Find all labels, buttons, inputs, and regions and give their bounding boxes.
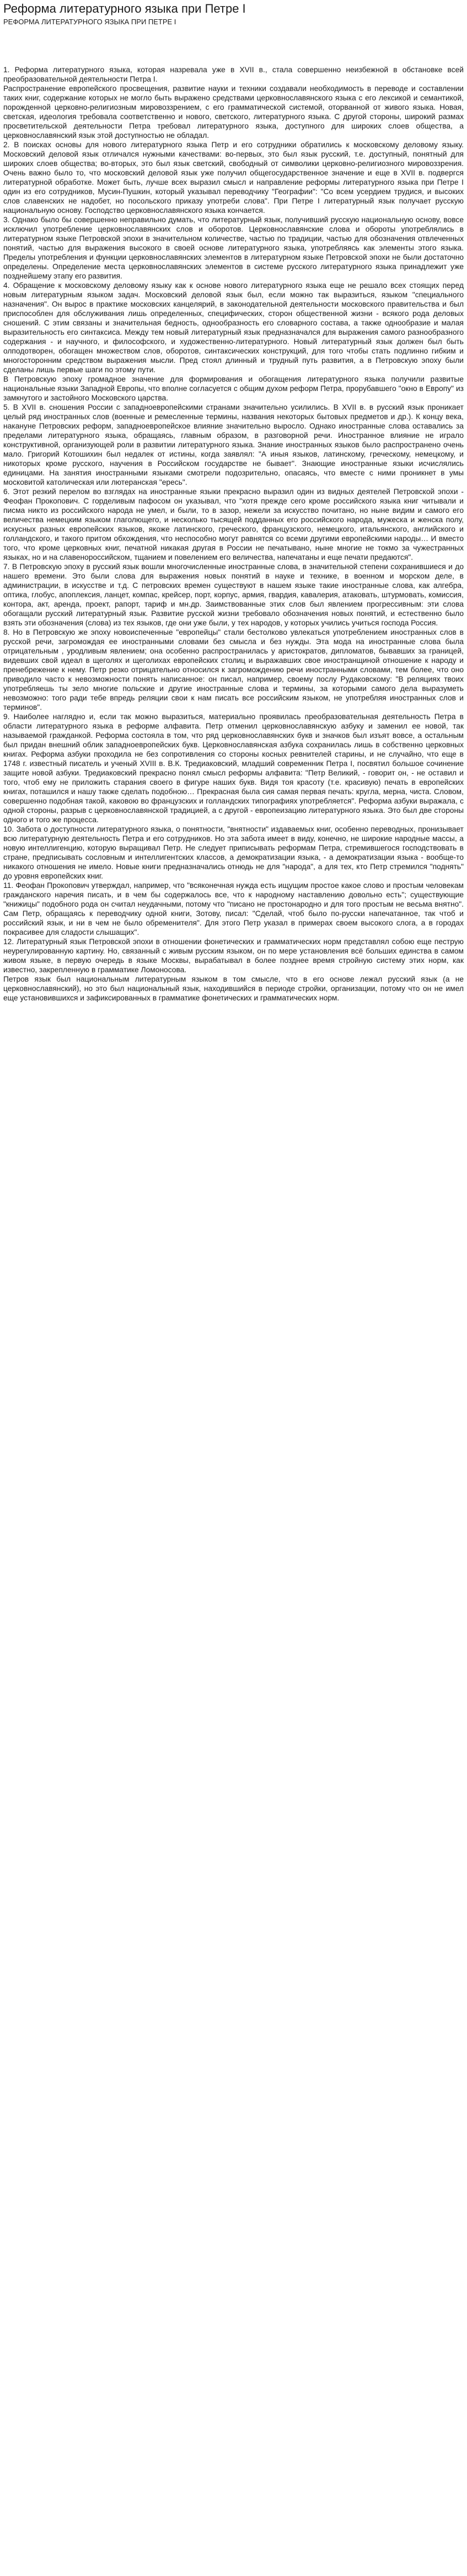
- paragraph: 4. Обращение к московскому деловому языку как к основе нового литературного языка еще не решало всех стоящих перед новым литературным языком задач. Московский деловой язык был, если можно так выразиться, языком "специального назначения". Он вырос в практике московских канцелярий, в законодательной деятельности московского правительства и был приспособлен для обслуживания лишь определенных, специфических, сторон общественной жизни - всякого рода деловых сношений. С этим связаны и значительная бедность, однообразность его словарного состава, а также однообразие и малая выразительность его синтаксиса. Между тем новый литературный язык предназначался для выражения самого разнообразного содержания - и научного, и философского, и художественно-литературного. Новый литературный язык должен был быть олподотворен, обогащен множеством слов, оборотов, синтаксических конструкций, для того чтобы стать подлинно гибким и многосторонним средством выражения мысли. Пред стоял длинный и трудный путь развития, а в Петровскую эпоху были сделаны лишь первые шаги по этому пути.: [3, 281, 464, 374]
- paragraph: 12. Литературный язык Петровской эпохи в отношении фонетических и грамматических норм представлял собою еще пеструю неурегулированную картину. Но, связанный с живым русским языком, он по мере установления всё больших единства в самом живом языке, в первую очередь в языке Москвы, вырабатывал в более позднее время стройную систему этих норм, как известно, закрепленную в грамматике Ломоносова.: [3, 938, 464, 974]
- paragraph: 3. Однако было бы совершенно неправильно думать, что литературный язык, получивший русскую национальную основу, вовсе исключил употребление церковнославянских слов и оборотов. Церковнославянские слова и обороты употреблялись в литературном языке Петровской эпохи в значительном количестве, частью по традиции, частью для обозначения отвлеченных понятий, частью для выражения высокого в своей основе литературного языка, употребляясь как элементы этого языка. Пределы употребления и функции церковнославянских элементов в литературном языке Петровской эпохи не были достаточно определены. Определение места церковнославянских элементов в системе русского литературного языка принадлежит уже позднейшему этапу его развития.: [3, 216, 464, 280]
- paragraph: Петров язык был национальным литературным языком в том смысле, что в его основе лежал русский язык (а не церковнославянский), но это был национальный язык, находившийся в периоде стройки, организации, потому что он не имел еще установившихся и зафиксированных в грамматике фонетических и грамматических норм.: [3, 975, 464, 1002]
- paragraph: 10. Забота о доступности литературного языка, о понятности, "внятности" издаваемых книг, особенно переводных, пронизывает всю литературную деятельность Петра и его сотрудников. Но эта забота имеет в виду, конечно, не широкие народные массы, а новую интеллигенцию, которую выращивал Петр. Не следует приписывать реформам Петра, стремившегося господствовать в стране, предписывать сословным и интеллигентских классов, а демократизации языка, - а демократизации языка - вообще-то никакого отношения не имело. Новые книги предназначались отнюдь не для "народа", а для тех, кто Петр стремился "поднять" до уровня европейских книг.: [3, 825, 464, 880]
- paragraph: 1. Реформа литературного языка, которая назревала уже в XVII в., стала совершенно неизбежной в обстановке всей преобразовательной деятельности Петра I.: [3, 66, 464, 83]
- paragraph: 5. В XVII в. сношения России с западноевропейскими странами значительно усилились. В XVII в. в русский язык проникает целый ряд иностранных слов (военные и ремесленные термины, названия некоторых бытовых предметов и др.). К концу века, накануне Петровских реформ, западноевропейское влияние значительно выросло. Однако иностранные слова оставались за пределами литературного языка, обращаясь, главным образом, в разговорной речи. Иностранное влияние не играло конструктивной, организующей роли в развитии литературного языка. Знание иностранных языков было распространено очень мало. Григорий Котошихин был недалек от истины, когда заявлял: "А иныя языков, латинскому, греческому, немецкому, и никоторых кроме русского, научения в Российском государстве не бывает". Знающие иностранные языки исчислялись единицами. На занятия иностранными языками смотрели подозрительно, опасаясь, что вместе с ними проникнет в умы московитой католическая или лютеранская "ересь".: [3, 403, 464, 486]
- paragraph: 8. Но в Петровскую же эпоху новоиспеченные "европейцы" стали бестолково увлекаться употреблением иностранных слов в русской речи, загромождая ее иностранными словами без смысла и без нужды. Эта мода на иностранные слова была отрицательным , уродливым явлением; она особенно распространилась у аристократов, дипломатов, бывавших за границей, видевших свой идеал в щеголях и щеголихах европейских столиц и выражавших свое иностранщиной отношение к народу и пренебрежение к нему. Петр резко отрицательно относился к загромождению речи иностранными словами, тем более, что оно приводило часто к невозможности понять написанное: он писал, например, своему послу Рудаковскому: "В реляциях твоих употребляешь ты зело многие польские и другие иностранные слова и термины, за которыми самого дела выразуметь невозможно: того ради тебе впредь реляции свои к нам писать все российским языком, не употребляя иностранных слов и терминов".: [3, 628, 464, 711]
- paragraph: 11. Феофан Прокопович утверждал, например, что "всяконечная нужда есть ищущим простое какое слово и простым человекам гражданского наречия писать, и в чем бы содержалось все, что к народному наставлению довольно есть"; существующие "книжицы" подобного рода он считал неудачными, потому что "писано не простонародно и для того простым не весьма внятно". Сам Петр, обращаясь к переводчику одной книги, Зотову, писал: "Сделай, чтоб было по-русски напечатанное, так чтоб и российский язык, и ни в чем не было обременителя". Для этого Петр указал в примерах своем высокого слога, а в городах покрасивее для сладости слышащих".: [3, 881, 464, 936]
- paragraph: 2. В поисках основы для нового литературного языка Петр и его сотрудники обратились к московскому деловому языку. Московский деловой язык отличался нужными качествами: во-первых, это был язык русский, т.е. доступный, понятный для широких слоев общества; во-вторых, это был язык светский, свободный от символики церковно-религиозного мировоззрения. Очень важно было то, что московский деловой язык уже получил общегосударственное значение и еще в XVII в. подвергся литературной обработке. Может быть, лучше всех выразил смысл и направление реформы литературного языка при Петре I один из его сотрудников, Мусин-Пушкин, который указывал переводчику "Географии": "Со всем усердием трудися, и высоких слов славенских не надобет, но посольского приказу употреби слова". При Петре I литературный язык получает русскую национальную основу. Господство церковнославянского языка кончается.: [3, 141, 464, 215]
- paragraph: 7. В Петровскую эпоху в русский язык вошли многочисленные иностранные слова, в значительной степени сохранившиеся и до нашего времени. Это были слова для выражения новых понятий в науке и технике, в военном и морском деле, в администрации, в искусстве и т.д. С петровских времен существуют в нашем языке такие иностранные слова, как алгебра, оптика, глобус, апоплексия, ланцет, компас, крейсер, порт, корпус, армия, гвардия, кавалерия, атаковать, штурмовать, комиссия, контора, акт, аренда, проект, рапорт, тариф и мн.др. Заимствованные этих слов был явлением прогрессивным: эти слова обогащали русский литературный язык. Развитие русской жизни требовало обозначения новых понятий, и естественно было взять эти обозначения (слова) из тех языков, где они уже были, у тех народов, у которых учились учиться господа Россия.: [3, 563, 464, 627]
- article-body: [3, 65, 464, 1003]
- page-title: Реформа литературного языка при Петре I: [3, 2, 246, 15]
- paragraph: В Петровскую эпоху громадное значение для формирования и обогащения литературного языка получили развитые национальные языки Западной Европы, что вполне согласуется с общим духом реформ Петра, прорубавшего "окно в Европу" из замкнутого и застойного Московского царства.: [3, 375, 464, 402]
- document-page: [0, 0, 467, 1003]
- paragraph: Распространение европейского просвещения, развитие науки и техники создавали необходимость в переводе и составлении таких книг, содержание которых не могло быть выражено средствами церковнославянского языка с его лексикой и семантикой, порожденной церковно-религиозным мировоззрением, с его грамматической системой, оторванной от живого языка. Новая, светская, идеология требовала соответственно и нового, светского, литературного языка. С другой стороны, широкий размах просветительской деятельности Петра требовал литературного языка, доступного для широких слоев общества, а церковнославянский язык этой доступностью не обладал.: [3, 84, 464, 140]
- paragraph: 6. Этот резкий перелом во взглядах на иностранные языки прекрасно выразил один из видных деятелей Петровской эпохи - Феофан Прокопович. С горделивым пафосом он указывал, что "хотя прежде сего кроме российского языка книг читывали и писма никто из российского народа не умел, и были, то в зазор, нежели за искусство почитано, но ныне видим и самого его величества немецким языком глаголющего, и несколько тысящей подданных его российского народа, мужеска и женска полу, искусных разных европейских языков, якоже латинского, греческого, французского, немецкого, итальянского, английского и голландского, и такого притом обхождения, что неспособно могут равнятся со всеми другими европейскими народы… И вместо того, что кроме церковных книг, печатной никакая другая в России не печатывано, ныне многие не токмо за чужестранных языках, но и на славенороссийском, тщанием и повелением его величества, напечатаны и еще печати предаются".: [3, 488, 464, 561]
- page-subtitle: РЕФОРМА ЛИТЕРАТУРНОГО ЯЗЫКА ПРИ ПЕТРЕ I: [3, 18, 176, 26]
- paragraph: 9. Наиболее наглядно и, если так можно выразиться, материально проявилась преобразовательная деятельность Петра в области литературного языка в реформе алфавита. Петр отменил церковнославянскую азбуку и заменил ее новой, так называемой гражданкой. Реформа состояла в том, что ряд церковнославянских букв и значков был изъят вовсе, а остальным был придан внешний облик западноевропейских букв. Церковнославянская азбука сохранилась лишь в собственно церковных книгах. Реформа азбуки проходила не без сопротивления со стороны косных ревнителей старины, и не случайно, что еще в 1748 г. известный писатель и ученый XVIII в. В.К. Тредиаковский, младший современник Петра I, посвятил большое сочинение защите новой азбуки. Тредиаковский прекрасно понял смысл реформы алфавита: "Петр Великий, - говорит он, - не оставил и того, чтоб ему не приложить старания своего в фигуре наших букв. Видя тоя красоту (т.е. красивую) печать в европейских книгах, поташился и нашу также сделать подобною… Прекрасная была сия самая первая печать: кругла, мерна, чиста. Словом, совершенно подобная такой, каковою во французских и голландских типографиях употребляется". Реформа азбуки выражала, с одной стороны, разрыв с церковнославянской традицией, а с другой - европеизацию литературного языка. Это был две стороны одного и того же процесса.: [3, 713, 464, 824]
